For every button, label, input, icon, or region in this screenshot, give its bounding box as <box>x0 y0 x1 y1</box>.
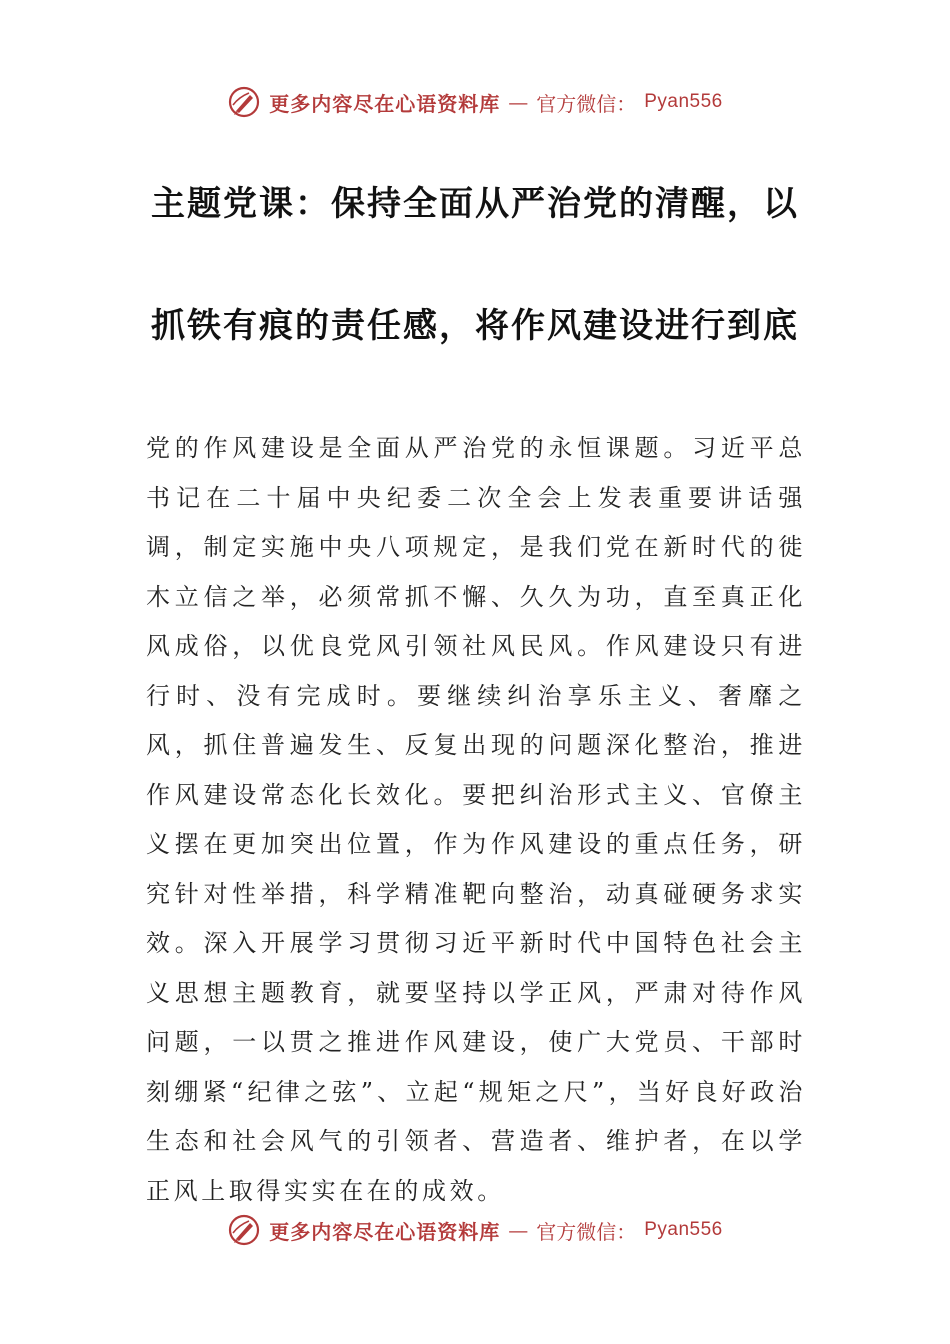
watermark-separator: — <box>508 90 529 114</box>
document-title-line-2: 抓铁有痕的责任感，将作风建设进行到底 <box>151 306 799 346</box>
watermark-handle: Pyan556 <box>644 91 723 112</box>
header-watermark <box>0 82 950 122</box>
body-paragraph: 党的作风建设是全面从严治党的永恒课题。习近平总书记在二十届中央纪委二次全会上发表重要讲话强调，制定实施中央八项规定，是我们党在新时代的徙木立信之举，必须常抓不懈、久久为功，直至真正化风成俗，以优良党风引领社风民风。作风建设只有进行时、没有完成时。要继续纠治享乐主义、奢靡之风，抓住普遍发生、反复出现的问题深化整治，推进作风建设常态化长效化。要把纠治形式主义、官僚主义摆在更加突出位置，作为作风建设的重点任务，研究针对性举措，科学精准靶向整治，动真碰硬务求实效。深入开展学习贯彻习近平新时代中国特色社会主义思想主题教育，就要坚持以学正风，严肃对待作风问题，一以贯之推进作风建设，使广大党员、干部时刻绷紧“纪律之弦”、立起“规矩之尺”，当好良好政治生态和社会风气的引领者、营造者、维护者，在以学正风上取得实实在在的成效。 <box>146 434 806 1205</box>
watermark-brand: 更多内容尽在心语资料库 <box>269 91 501 116</box>
watermark-brand: 更多内容尽在心语资料库 <box>269 1219 501 1244</box>
watermark-handle: Pyan556 <box>644 1219 723 1240</box>
footer-watermark <box>0 1210 950 1250</box>
watermark-label: 官方微信： <box>536 91 637 116</box>
watermark-label: 官方微信： <box>536 1219 637 1244</box>
pen-logo-icon <box>227 85 261 119</box>
document-title-line-1: 主题党课：保持全面从严治党的清醒，以 <box>151 184 799 224</box>
watermark-separator: — <box>508 1218 529 1242</box>
pen-logo-icon <box>227 1213 261 1247</box>
